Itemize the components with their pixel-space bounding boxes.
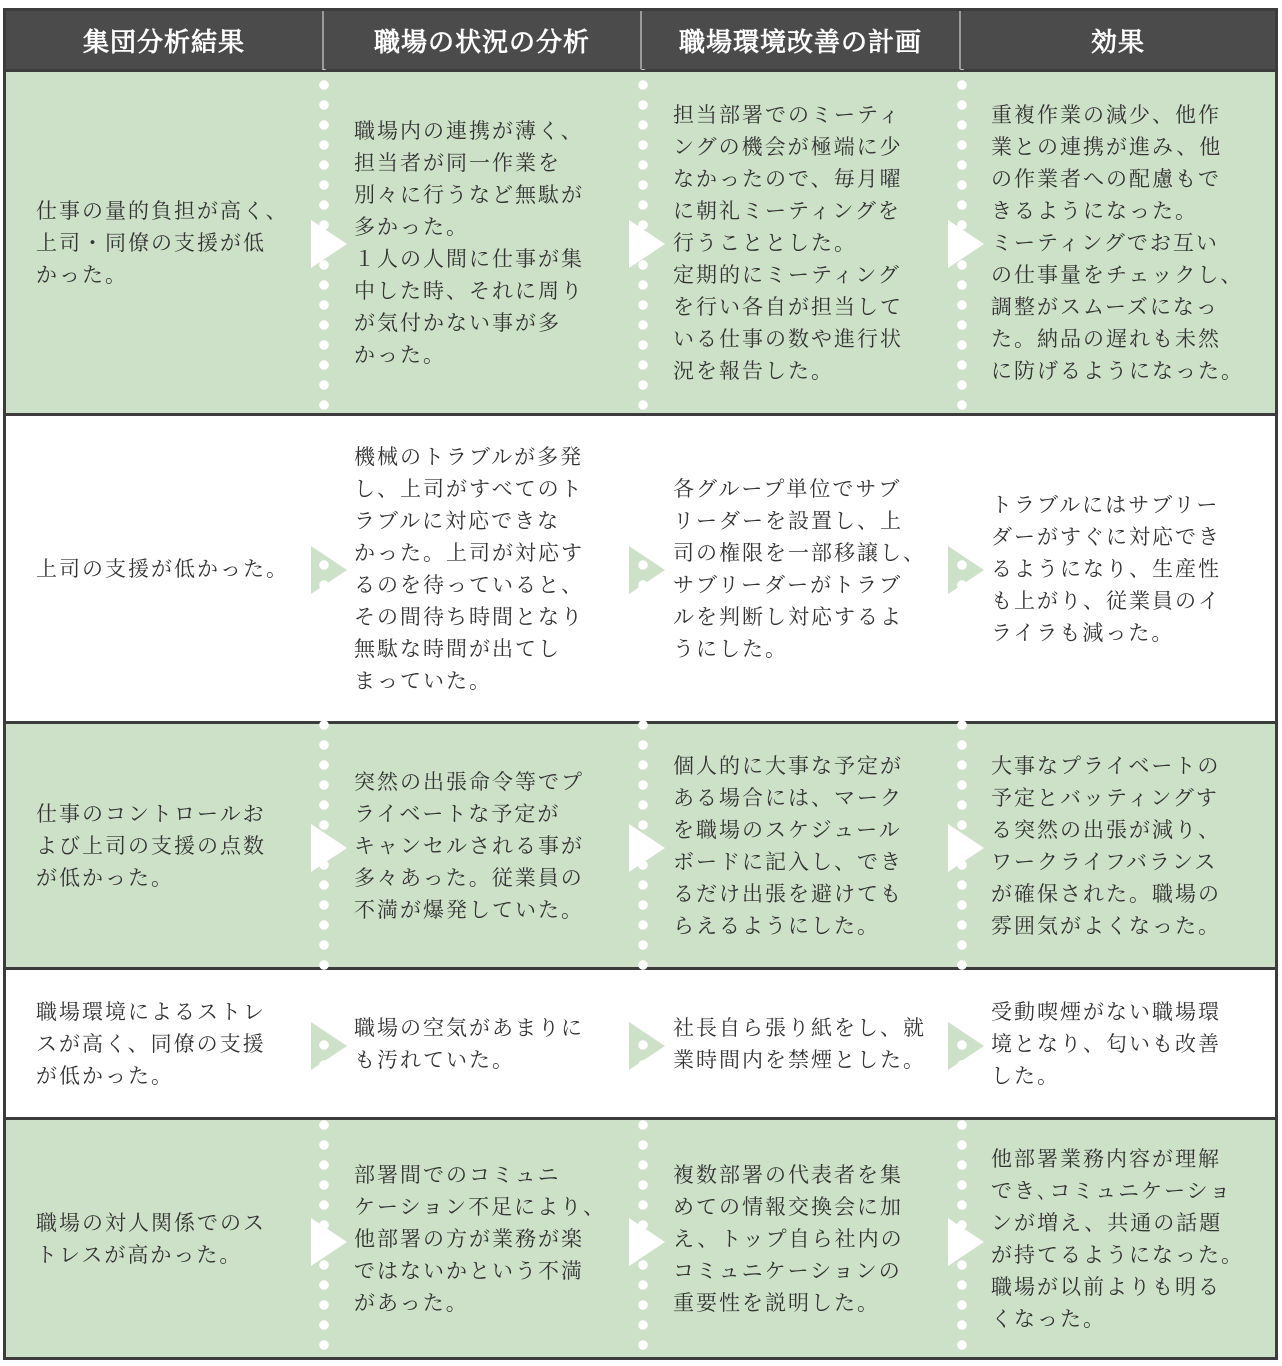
analysis-cell: 上司の支援が低かった。 (36, 556, 289, 581)
dotted-divider (318, 69, 330, 1357)
analysis-cell: 職場環境によるストレ スが高く、同僚の支援 が低かった。 (36, 999, 266, 1088)
situation-cell: 部署間でのコミュニ ケーション不足により、 他部署の方が業務が楽 ではないかという不満 があった。 (354, 1162, 607, 1315)
analysis-cell: 仕事のコントロールお よび上司の支援の点数 が低かった。 (36, 801, 266, 890)
effect-cell: トラブルにはサブリー ダーがすぐに対応でき るようになり、生産性 も上がり、従業員のイ ライラも減った。 (991, 492, 1221, 645)
situation-cell: 突然の出張命令等でプ ライベートな予定が キャンセルされる事が 多々あった。従業員の 不満が爆発していた。 (354, 769, 584, 922)
analysis-cell: 仕事の量的負担が高く、 上司・同僚の支援が低 かった。 (36, 198, 289, 287)
header-analysis: 集団分析結果 (6, 11, 324, 69)
effect-cell: 受動喫煙がない職場環 境となり、匂いも改善 した。 (991, 999, 1221, 1088)
plan-cell: 個人的に大事な予定が ある場合には、マーク を職場のスケジュール ボードに記入し、でき るだけ出張を避けても らえるようにした。 (673, 753, 903, 938)
improvement-table (3, 8, 1278, 1360)
table-header (6, 11, 1275, 69)
dotted-divider (956, 69, 968, 1357)
plan-cell: 各グループ単位でサブ リーダーを設置し、上 司の権限を一部移譲し、 サブリーダーがトラブ ルを判断し対応するよ うにした。 (673, 476, 926, 661)
situation-cell: 機械のトラブルが多発 し、上司がすべてのト ラブルに対応できな かった。上司が対応す るのを待っていると、 その間待ち時間となり 無駄な時間が出てし まっていた。 (354, 444, 584, 693)
situation-cell: 職場の空気があまりに も汚れていた。 (354, 1015, 584, 1072)
header-situation: 職場の状況の分析 (324, 11, 642, 69)
effect-cell: 大事なプライベートの 予定とバッティングす る突然の出張が減り、 ワークライフバランス が確保された。職場の 雰囲気がよくなった。 (991, 753, 1221, 938)
dotted-divider (637, 69, 649, 1357)
situation-cell: 職場内の連携が薄く、 担当者が同一作業を 別々に行うなど無駄が 多かった。 １人の人間に仕事が集 中した時、それに周り が気付かない事が多 かった。 (354, 118, 584, 367)
effect-cell: 重複作業の減少、他作 業との連携が進み、他 の作業者への配慮もで きるようになった。 ミーティングでお互い の仕事量をチェックし、 調整がスムーズになっ た。納品の遅れも未然 に防げるようになった。 (991, 102, 1244, 383)
plan-cell: 担当部署でのミーティ ングの機会が極端に少 なかったので、毎月曜 に朝礼ミーティングを 行うこととした。 定期的にミーティング を行い各自が担当して いる仕事の数や進行状 況を報告した。 (673, 102, 903, 383)
analysis-cell: 職場の対人関係でのス トレスが高かった。 (36, 1210, 266, 1267)
header-effect: 効果 (1090, 27, 1145, 58)
plan-cell: 社長自ら張り紙をし、就 業時間内を禁煙とした。 (673, 1015, 926, 1072)
header-plan: 職場環境改善の計画 (642, 11, 961, 69)
plan-cell: 複数部署の代表者を集 めての情報交換会に加 え、トップ自ら社内の コミュニケーションの 重要性を説明した。 (673, 1162, 904, 1315)
effect-cell: 他部署業務内容が理解 でき､コミュニケーショ ンが増え、共通の話題 が持てるようになった。 職場が以前よりも明る くなった。 (991, 1146, 1244, 1331)
